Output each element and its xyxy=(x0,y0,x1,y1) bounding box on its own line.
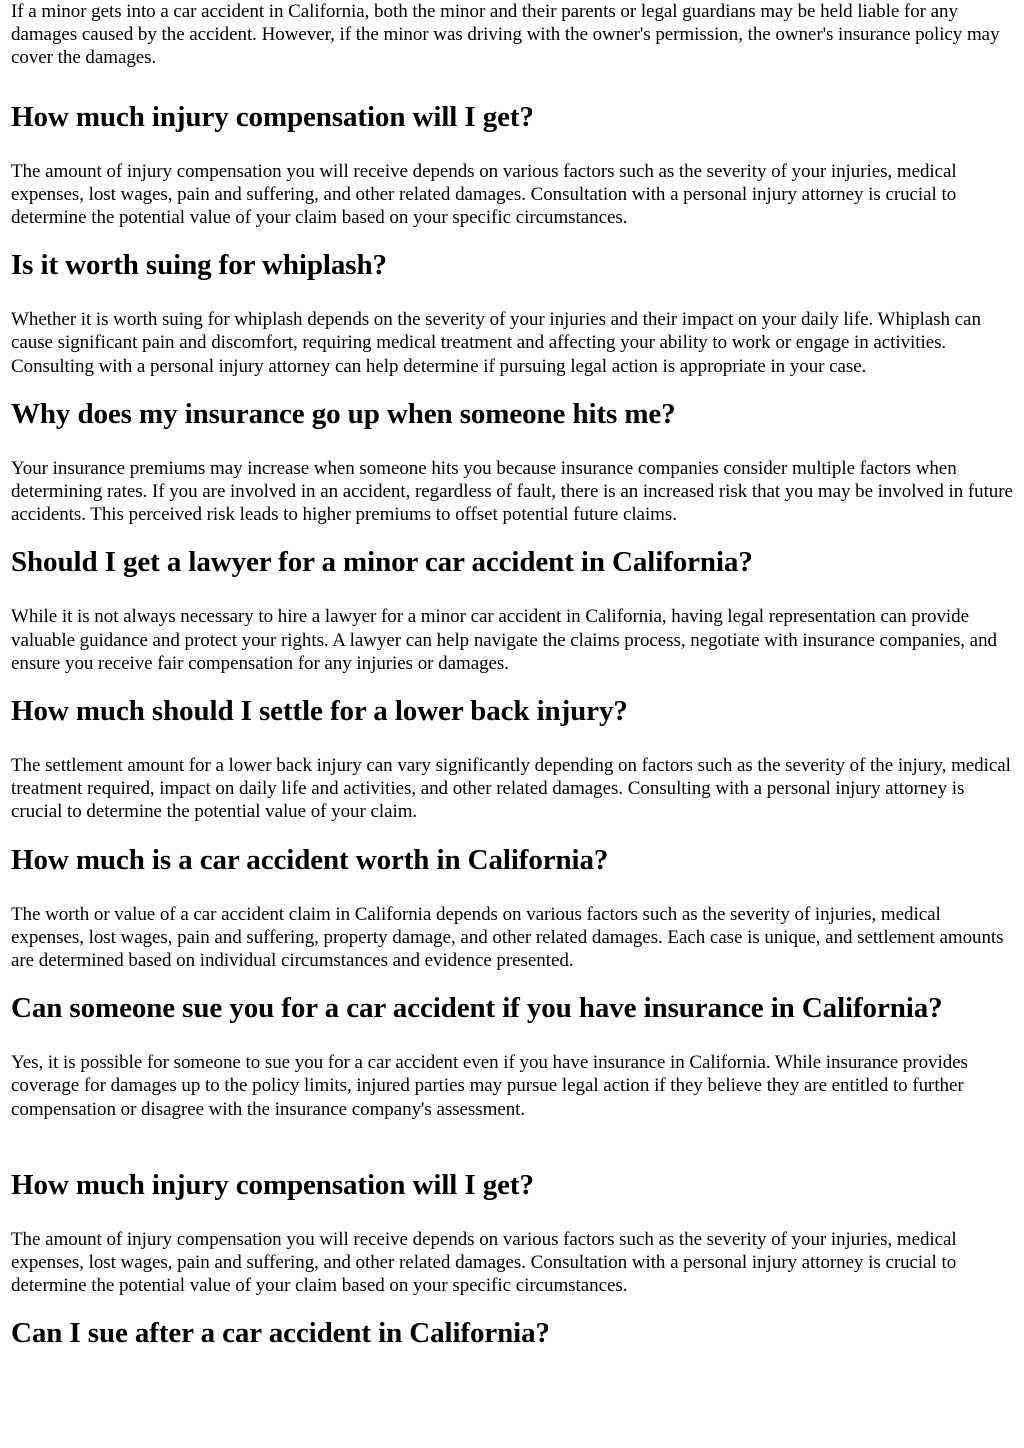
section-body: The amount of injury compensation you will receive depends on various factors such as the severity of your injuries, medical expenses, lost wages, pain and suffering, and other related damages. Consultation with a personal injury attorney is crucial to determine the potential value of your claim based on your specific circumstances. xyxy=(11,160,957,229)
section-body: Whether it is worth suing for whiplash depends on the severity of your injuries and their impact on your daily life. Whiplash can cause significant pain and discomfort, requiring medical treatment and affecting your ability to work or engage in activities. Consulting with a personal injury attorney can help determine if pursuing legal action is appropriate in your case. xyxy=(11,309,981,377)
section-body: The settlement amount for a lower back injury can vary significantly depending on factors such as the severity of the injury, medical treatment required, impact on daily life and activities, and other related damages. Consulting with a personal injury attorney is crucial to determine the potential value of your claim. xyxy=(11,755,1011,823)
section-heading: Is it worth suing for whiplash? xyxy=(11,249,387,282)
section-heading: How much injury compensation will I get? xyxy=(11,1168,534,1201)
section-body: While it is not always necessary to hire a lawyer for a minor car accident in California, having legal representation can provide valuable guidance and protect your rights. A lawyer can help navigate the claims process, negotiate with insurance companies, and ensure you receive fair compensation for any injuries or damages. xyxy=(11,606,997,674)
section-body: The amount of injury compensation you will receive depends on various factors such as the severity of your injuries, medical expenses, lost wages, pain and suffering, and other related damages. Consultation with a personal injury attorney is crucial to determine the potential value of your claim based on your specific circumstances. xyxy=(11,1228,957,1297)
section-heading: Can I sue after a car accident in California? xyxy=(11,1317,550,1350)
section-body: The worth or value of a car accident claim in California depends on various factors such as the severity of injuries, medical expenses, lost wages, pain and suffering, property damage, and other related damages. Each case is unique, and settlement amounts are determined based on individual circumstances and evidence presented. xyxy=(11,903,1004,972)
section-heading: Can someone sue you for a car accident if you have insurance in California? xyxy=(11,992,943,1025)
section-heading: How much injury compensation will I get? xyxy=(11,100,534,133)
section-heading: How much is a car accident worth in California? xyxy=(11,843,609,876)
section-heading: Why does my insurance go up when someone hits me? xyxy=(11,397,676,430)
section-heading: Should I get a lawyer for a minor car accident in California? xyxy=(11,546,753,579)
section-body: Yes, it is possible for someone to sue you for a car accident even if you have insurance in California. While insurance provides coverage for damages up to the policy limits, injured parties may pursue legal action if they believe they are entitled to further compensation or disagree with the insurance company's assessment. xyxy=(11,1052,968,1120)
section-heading: How much should I settle for a lower back injury? xyxy=(11,695,628,728)
intro-paragraph: If a minor gets into a car accident in California, both the minor and their parents or legal guardians may be held liable for any damages caused by the accident. However, if the minor was driving with the owner's permission, the owner's insurance policy may cover the damages. xyxy=(11,1,1000,69)
section-body: Your insurance premiums may increase when someone hits you because insurance companies consider multiple factors when determining rates. If you are involved in an accident, regardless of fault, there is an increased risk that you may be involved in future accidents. This perceived risk leads to higher premiums to offset potential future claims. xyxy=(11,457,1013,526)
